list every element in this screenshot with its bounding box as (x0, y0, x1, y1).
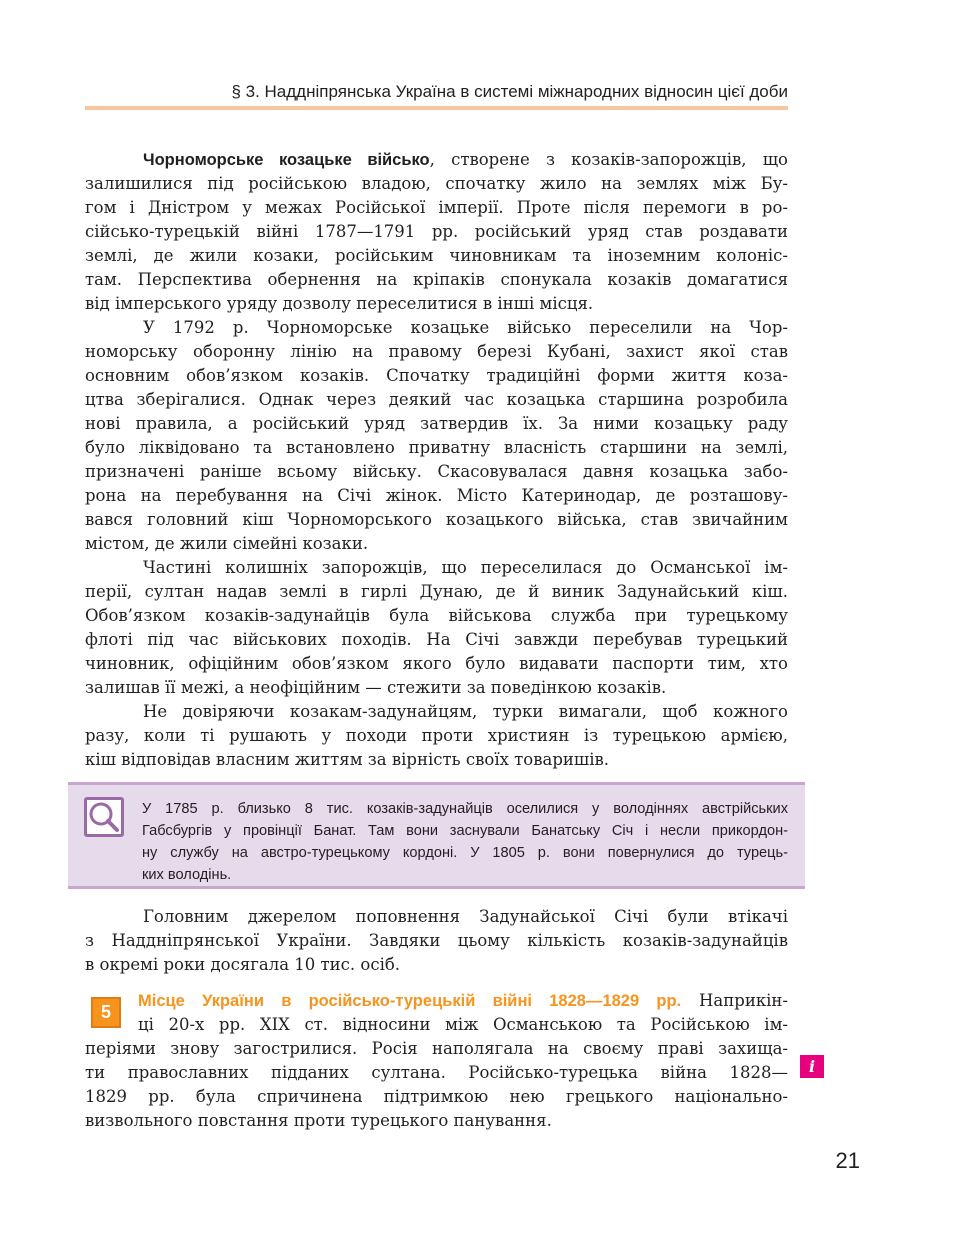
text-line: Чорноморське козацьке військо, створене з козаків-запорожців, що (143, 150, 788, 169)
text-line: містом, де жили сімейні козаки. (85, 534, 369, 553)
text-line: від імперського уряду дозволу переселитися в інші місця. (85, 294, 594, 313)
text-line: кіш відповідав власним життям за вірність своїх товаришів. (85, 750, 610, 769)
text-line: номорську оборонну лінію на правому березі Кубані, захист якої став (85, 342, 788, 361)
note-line: Габсбургів у провінції Банат. Там вони заснували Банатську Січ і несли прикордон- (142, 823, 788, 839)
paragraph-turkish-distrust (85, 700, 788, 772)
text-line: призначені раніше всьому війську. Скасовувалася давня козацька забо- (85, 462, 788, 481)
text-line: було ліквідовано та встановлено приватну власність старшини на землі, (85, 438, 788, 457)
paragraph-chornomorske-viysko (85, 148, 788, 316)
page-number: 21 (835, 1148, 860, 1173)
bold-term: Чорноморське козацьке військо (143, 151, 430, 169)
text-line: Частині колишніх запорожців, що переселилася до Османської ім- (143, 558, 788, 577)
text-line: ти православних підданих султана. Російсько-турецька війна 1828— (85, 1063, 788, 1082)
text-line: нові правила, а російський уряд затвердив їх. За ними козацьку раду (85, 414, 788, 433)
text-line: там. Перспектива обернення на кріпаків спонукала козаків домагатися (85, 270, 788, 289)
text-line: перії, султан надав землі в гирлі Дунаю, де й виник Задунайський кіш. (85, 582, 788, 601)
text-line: ці 20-х рр. XIX ст. відносини між Османською та Російською ім- (138, 1015, 788, 1034)
note-line: ких володінь. (142, 867, 232, 883)
text-line: разу, коли ті рушають у походи проти християн із турецькою армією, (85, 726, 788, 745)
running-header: § 3. Наддніпрянська Україна в системі міжнародних відносин цієї доби (231, 82, 788, 101)
text-line: Обов’язком козаків-задунайців була військова служба при турецькому (85, 606, 788, 625)
section-title: Місце України в російсько-турецькій війні 1828—1829 рр. (138, 992, 682, 1010)
paragraph-fugitives (85, 905, 788, 977)
text-line: 1829 рр. була спричинена підтримкою нею грецького національно- (85, 1087, 788, 1106)
text-line: Головним джерелом поповнення Задунайської Січі були втікачі (143, 907, 788, 926)
text-line: з Наддніпрянської України. Завдяки цьому кількість козаків-задунайців (85, 931, 788, 950)
header-divider (85, 106, 788, 110)
text-line: рона на перебування на Січі жінок. Місто Катеринодар, де розташову- (85, 486, 788, 505)
text-line: основним обов’язком козаків. Спочатку традиційні форми життя коза- (85, 366, 788, 385)
text-line: Не довіряючи козакам-задунайцям, турки вимагали, щоб кожного (143, 702, 788, 721)
section-5-text (85, 989, 788, 1133)
text-line: періями знову загострилися. Росія наполягала на своєму праві захища- (85, 1039, 788, 1058)
magnifier-icon (84, 797, 124, 837)
text-line: чиновник, офіційним обов’язком якого було видавати паспорти тим, хто (85, 654, 788, 673)
note-line: ну службу на австро-турецькому кордоні. У 1805 р. вони повернулися до турець- (142, 845, 788, 861)
text-line: сійсько-турецькій війні 1787—1791 рр. російський уряд став роздавати (85, 222, 788, 241)
text-line: вався головний кіш Чорноморського козацького війська, став звичайним (85, 510, 788, 529)
text-line: цтва зберігалися. Однак через деякий час козацька старшина розробила (85, 390, 788, 409)
text-line: залишав її межі, а неофіційним — стежити за поведінкою козаків. (85, 678, 667, 697)
text-line: в окремі роки досягала 10 тис. осіб. (85, 955, 401, 974)
info-note-box (68, 782, 805, 889)
text-line: землі, де жили козаки, російським чиновникам та іноземним колоніс- (85, 246, 788, 265)
text-line: флоті під час військових походів. На Січі завжди перебував турецький (85, 630, 788, 649)
text-line: визвольного повстання проти турецького панування. (85, 1111, 552, 1130)
note-line: У 1785 р. близько 8 тис. козаків-задунайців оселилися у володіннях австрійських (142, 801, 788, 817)
text-line: У 1792 р. Чорноморське козацьке військо переселили на Чор- (143, 318, 788, 337)
paragraph-zadunaiskyi-kish (85, 556, 788, 700)
section-number-badge: 5 (91, 997, 121, 1028)
info-icon[interactable]: i (800, 1055, 824, 1078)
text-line: залишилися під російською владою, спочатку жило на землях між Бу- (85, 174, 788, 193)
paragraph-kuban-resettlement (85, 316, 788, 556)
note-text (142, 798, 788, 886)
text-line: гом і Дністром у межах Російської імперії. Проте після перемоги в ро- (85, 198, 788, 217)
text-line: Місце України в російсько-турецькій війні 1828—1829 рр. Наприкін- (138, 991, 788, 1010)
